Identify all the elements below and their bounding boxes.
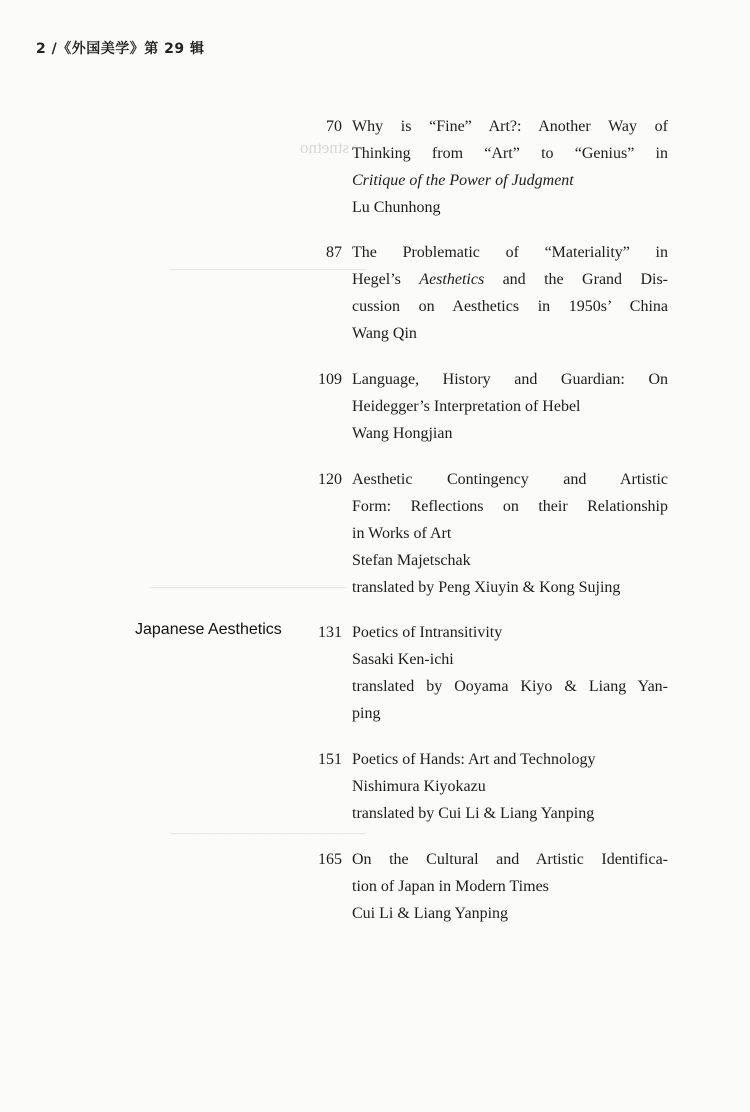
toc-text: Hegel’s xyxy=(352,271,420,288)
toc-line: Lu Chunhong xyxy=(352,199,441,216)
toc-page-number: 70 xyxy=(326,118,342,135)
toc-line: translated by Ooyama Kiyo & Liang Yan- xyxy=(352,678,668,695)
page-header: 2 /《外国美学》第 29 辑 xyxy=(36,41,205,57)
toc-line: Critique of the Power of Judgment xyxy=(352,172,574,189)
toc-entry-body xyxy=(352,746,668,827)
toc-page-number: 120 xyxy=(318,471,342,488)
toc-line: Why is “Fine” Art?: Another Way of xyxy=(352,118,668,135)
toc-line xyxy=(352,266,668,293)
toc-entry-body xyxy=(352,113,668,221)
toc-line: Cui Li & Liang Yanping xyxy=(352,905,509,922)
toc-entry-body xyxy=(352,239,668,347)
toc-line: Poetics of Hands: Art and Technology xyxy=(352,751,596,768)
toc-line: cussion on Aesthetics in 1950s’ China xyxy=(352,298,668,315)
toc-page-number: 109 xyxy=(318,371,342,388)
toc-page-number: 165 xyxy=(318,851,342,868)
toc-line: Sasaki Ken-ichi xyxy=(352,651,454,668)
toc-line: On the Cultural and Artistic Identifica- xyxy=(352,851,668,868)
toc-line: in Works of Art xyxy=(352,525,452,542)
toc-line: Stefan Majetschak xyxy=(352,552,471,569)
toc-page-number: 87 xyxy=(326,244,342,261)
show-through-mark: stnetno xyxy=(300,138,350,157)
toc-line: Poetics of Intransitivity xyxy=(352,624,503,641)
toc-line: Language, History and Guardian: On xyxy=(352,371,668,388)
toc-entry-body xyxy=(352,846,668,927)
show-through-mark: —————————————— xyxy=(170,262,366,277)
toc-line: Form: Reflections on their Relationship xyxy=(352,498,668,515)
show-through-mark: —————————————— xyxy=(170,826,366,841)
toc-line: translated by Peng Xiuyin & Kong Sujing xyxy=(352,579,621,596)
toc-text-italic: Aesthetics xyxy=(419,271,485,288)
toc-line: Heidegger’s Interpretation of Hebel xyxy=(352,398,581,415)
toc-entry-body xyxy=(352,466,668,601)
show-through-mark: —————————————— xyxy=(150,580,346,595)
toc-line: Nishimura Kiyokazu xyxy=(352,778,486,795)
toc-page-number: 151 xyxy=(318,751,342,768)
toc-line: Wang Qin xyxy=(352,325,417,342)
toc-line: ping xyxy=(352,705,381,722)
toc-text: and the Grand Dis- xyxy=(484,271,669,288)
toc-line: translated by Cui Li & Liang Yanping xyxy=(352,805,595,822)
toc-page-number: 131 xyxy=(318,624,342,641)
toc-line: Thinking from “Art” to “Genius” in xyxy=(352,145,668,162)
toc-line: The Problematic of “Materiality” in xyxy=(352,244,668,261)
section-label-japanese-aesthetics: Japanese Aesthetics xyxy=(135,621,282,638)
toc-entry-body xyxy=(352,619,668,727)
toc-line: tion of Japan in Modern Times xyxy=(352,878,549,895)
toc-line: Aesthetic Contingency and Artistic xyxy=(352,471,668,488)
toc-line: Wang Hongjian xyxy=(352,425,453,442)
toc-entry-body xyxy=(352,366,668,447)
